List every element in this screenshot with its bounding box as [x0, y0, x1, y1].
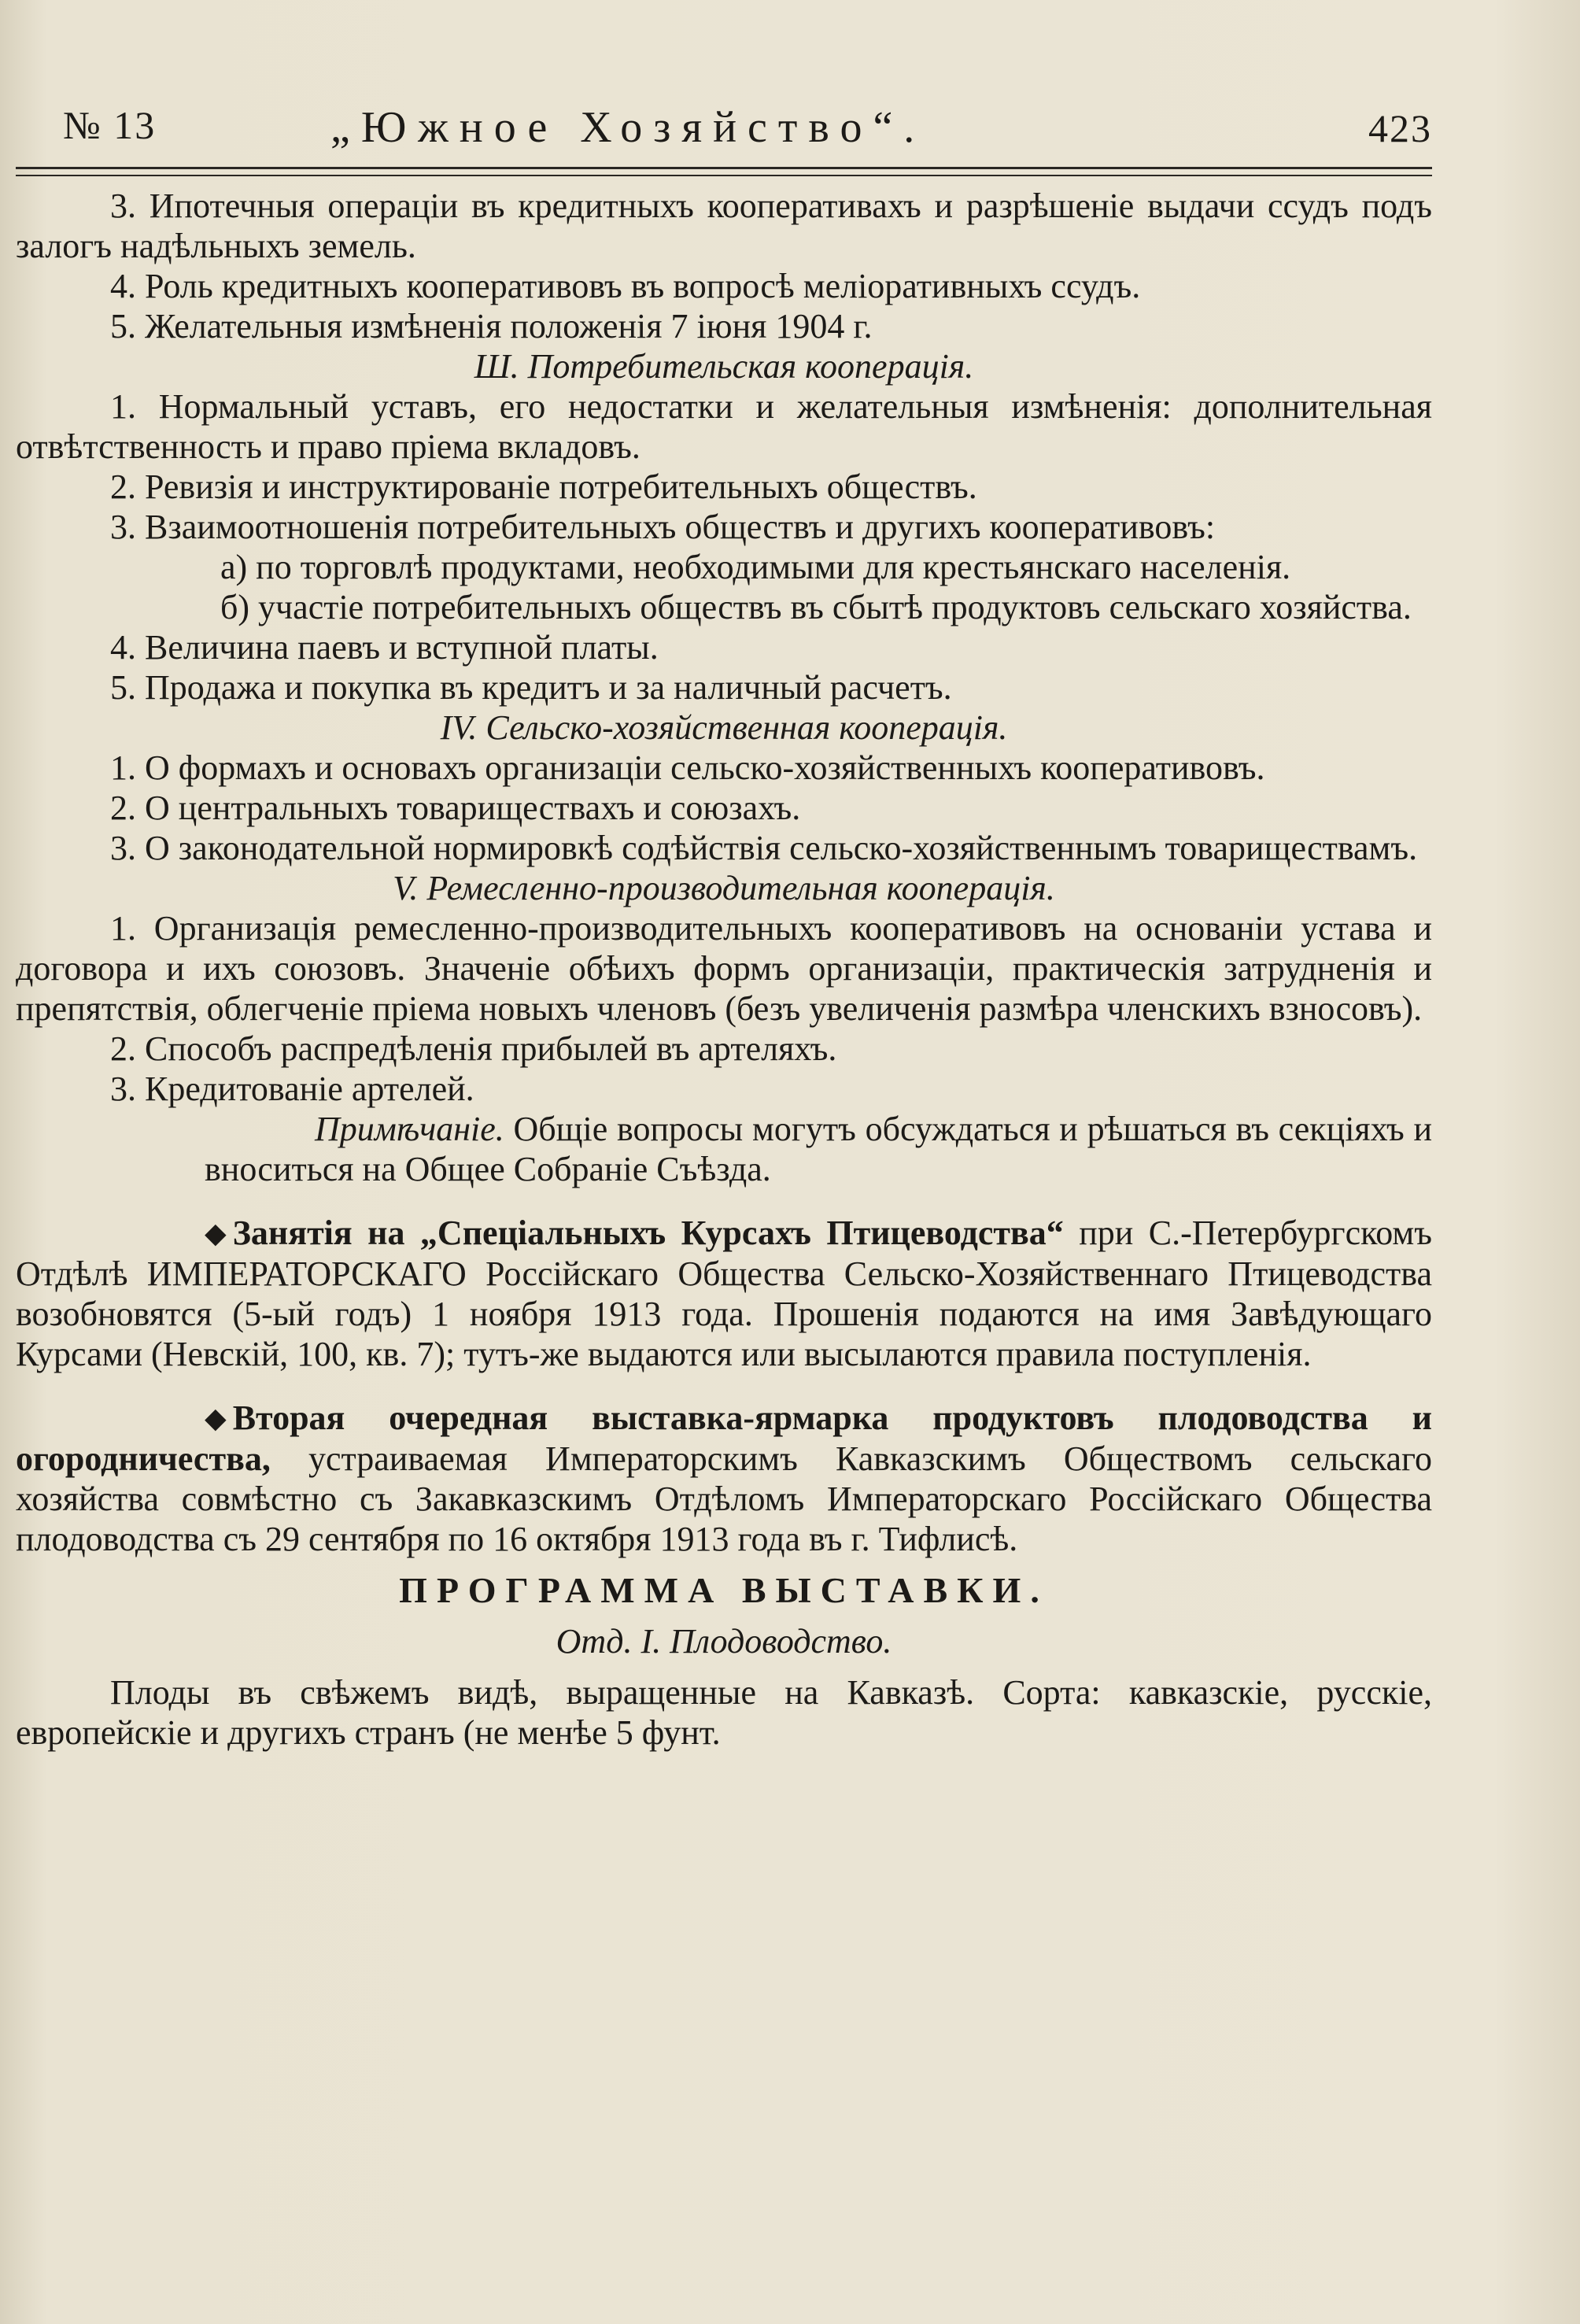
header-rule-bottom [16, 175, 1432, 176]
list-item: 4. Величина паевъ и вступной платы. [110, 628, 659, 667]
list-item: 3. О законодательной нормировкѣ содѣйствія сельско-хозяйственнымъ товариществамъ. [110, 829, 1418, 867]
issue-number: № 13 [63, 103, 157, 147]
section-heading-consumer: Ш. Потребительская кооперація. [474, 347, 974, 386]
list-item: 5. Желательныя измѣненія положенія 7 іюня 1904 г. [110, 307, 873, 345]
list-item: 1. О формахъ и основахъ организаціи сельско-хозяйственныхъ кооперативовъ. [110, 748, 1265, 787]
page-body [16, 186, 1432, 1753]
note-text: Общіе вопросы могутъ обсуждаться и рѣшаться въ секціяхъ и вноситься на Общее Собраніе Съѣзда. [205, 1110, 1433, 1188]
news-text: при С.-Петербургскомъ Отдѣлѣ ИМПЕРАТОРСКАГО Россійскаго Общества Сельско-Хозяйственнаго Птицеводства возобновятся (5-ый годъ) 1 ноября 1913 года. Прошенія подаются на имя Завѣдующаго Курсами (Невскій, 100, кв. 7); тутъ-же выдаются или высылаются правила поступленія. [16, 1214, 1432, 1373]
running-header [63, 102, 1432, 165]
program-paragraph: Плоды въ свѣжемъ видѣ, выращенные на Кавказѣ. Сорта: кавказскіе, русскіе, европейскіе и другихъ странъ (не менѣе 5 фунт. [16, 1673, 1432, 1752]
list-item: 1. Организація ремесленно-производительныхъ кооперативовъ на основаніи устава и договора и ихъ союзовъ. Значеніе обѣихъ формъ организаціи, практическія затрудненія и препятствія, облегченіе пріема новыхъ членовъ (безъ увеличенія размѣра членскихъ взносовъ). [16, 909, 1432, 1028]
header-rule-top [16, 167, 1432, 169]
department-heading: Отд. I. Плодоводство. [556, 1622, 892, 1661]
program-title: ПРОГРАММА ВЫСТАВКИ. [399, 1570, 1049, 1610]
section-heading-craft: V. Ремесленно-производительная кооперація. [393, 869, 1055, 907]
journal-title: „Южное Хозяйство“. [330, 103, 926, 152]
list-item: 2. Способъ распредѣленія прибылей въ артеляхъ. [110, 1029, 837, 1068]
arrow-bullet-icon: ◆ [205, 1217, 227, 1249]
list-item: 3. Взаимоотношенія потребительныхъ обществъ и другихъ кооперативовъ: [110, 508, 1216, 546]
sub-list-item: а) по торговлѣ продуктами, необходимыми для крестьянскаго населенія. [220, 548, 1291, 586]
section-heading-agricultural: IV. Сельско-хозяйственная кооперація. [440, 708, 1008, 747]
news-item-poultry-courses [16, 1213, 1432, 1374]
note-paragraph [205, 1109, 1432, 1189]
list-item: 3. Кредитованіе артелей. [110, 1070, 474, 1108]
list-item: 1. Нормальный уставъ, его недостатки и желательныя измѣненія: дополнительная отвѣтственность и право пріема вкладовъ. [16, 387, 1432, 466]
list-item: 5. Продажа и покупка въ кредитъ и за наличный расчетъ. [110, 668, 952, 707]
news-item-exhibition [16, 1398, 1432, 1559]
list-item: 3. Ипотечныя операціи въ кредитныхъ кооперативахъ и разрѣшеніе выдачи ссудъ подъ залогъ надѣльныхъ земель. [16, 187, 1432, 265]
list-item: 2. Ревизія и инструктированіе потребительныхъ обществъ. [110, 467, 977, 506]
news-text: устраиваемая Императорскимъ Кавказскимъ Обществомъ сельскаго хозяйства совмѣстно съ Закавказскимъ Отдѣломъ Императорскаго Россійскаго Общества плодоводства съ 29 сентября по 16 октября 1913 года въ г. Тифлисѣ. [16, 1439, 1432, 1558]
note-label: Примѣчаніе. [315, 1110, 504, 1148]
list-item: 4. Роль кредитныхъ кооперативовъ въ вопросѣ меліоративныхъ ссудъ. [110, 267, 1141, 305]
news-lead: Занятія на „Спеціальныхъ Курсахъ Птицеводства“ [232, 1214, 1064, 1252]
page-number: 423 [1368, 106, 1432, 150]
arrow-bullet-icon: ◆ [205, 1402, 227, 1434]
news-lead: Вторая очередная выставка-ярмарка продуктовъ плодоводства и огородничества, [16, 1398, 1432, 1478]
list-item: 2. О центральныхъ товариществахъ и союзахъ. [110, 789, 801, 827]
sub-list-item: б) участіе потребительныхъ обществъ въ сбытѣ продуктовъ сельскаго хозяйства. [220, 588, 1412, 626]
